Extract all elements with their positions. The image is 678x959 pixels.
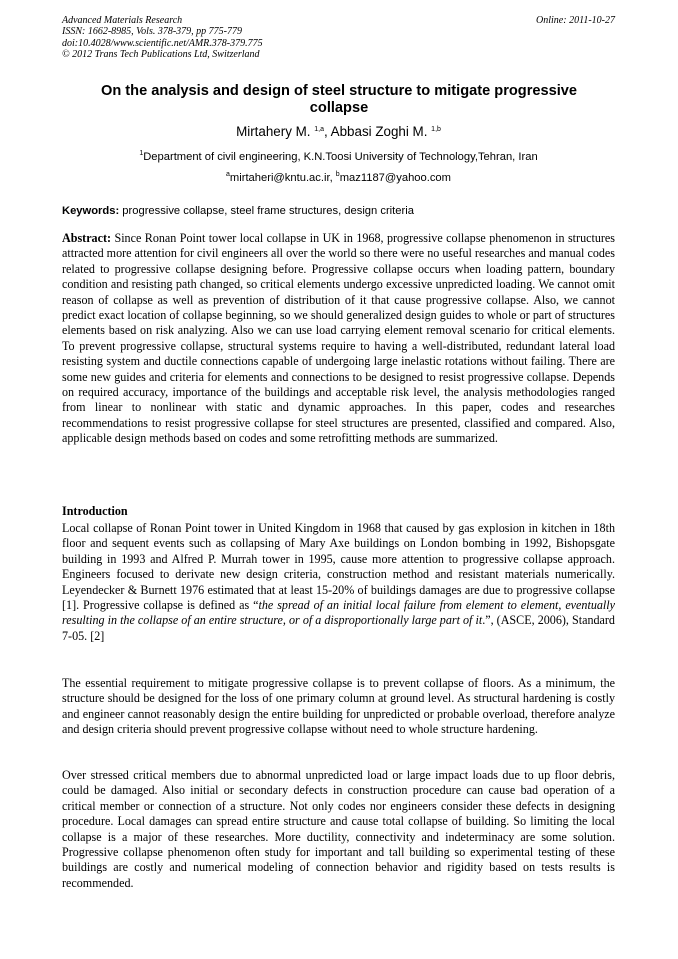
email-b-mark: b	[335, 171, 340, 178]
affiliation-mark: 1	[139, 150, 144, 157]
doi-line: doi:10.4028/www.scientific.net/AMR.378-379.775	[62, 37, 263, 49]
paper-title: On the analysis and design of steel structure to mitigate progressive collapse	[100, 83, 578, 116]
introduction-heading: Introduction	[62, 504, 128, 518]
author-line	[62, 124, 615, 140]
abstract-label: Abstract:	[62, 231, 112, 245]
keywords-label: Keywords:	[62, 205, 120, 217]
email-b[interactable]: maz1187@yahoo.com	[339, 172, 451, 184]
author-emails	[62, 171, 615, 185]
journal-header	[62, 15, 615, 61]
affiliation-text: Department of civil engineering, K.N.Toosi University of Technology,Tehran, Iran	[143, 151, 538, 163]
keywords-text: progressive collapse, steel frame structures, design criteria	[119, 205, 414, 217]
email-a[interactable]: mirtaheri@kntu.ac.ir	[229, 172, 330, 184]
author-2: Abbasi Zoghi M.	[330, 124, 428, 139]
intro-p1-end: .”, (ASCE, 2006), Standard 7-05. [2]	[62, 613, 615, 643]
author-separator: ,	[323, 124, 331, 139]
introduction-paragraph-2: The essential requirement to mitigate progressive collapse is to prevent collapse of floors. As a minimum, the structure should be designed for the loss of one primary column at ground level. As structural hardening is costly and engineer cannot reasonably design the entire building for unpredicted or probable overload, therefore analyze and design criteria should prevent progressive collapse without need to whole structure hardening.	[62, 676, 615, 737]
affiliation	[62, 150, 615, 164]
author-1: Mirtahery M.	[236, 124, 311, 139]
keywords-line	[62, 204, 615, 218]
online-date: Online: 2011-10-27	[536, 15, 615, 26]
email-a-mark: a	[226, 171, 230, 178]
author-2-affiliation-mark: 1,b	[431, 126, 441, 133]
issn-line: ISSN: 1662-8985, Vols. 378-379, pp 775-779	[62, 26, 242, 38]
author-1-affiliation-mark: 1,a	[314, 126, 324, 133]
email-separator: ,	[329, 172, 336, 184]
abstract-paragraph	[62, 231, 615, 447]
intro-p1-start: Local collapse of Ronan Point tower in United Kingdom in 1968 that caused by gas explosion in kitchen in 18th floor and sequent events such as collapsing of Mary Axe buildings on London bombing in 1992, Bishopsgate building in 1993 and Alfred P. Murrah tower in 1995, cause more attention to progressive collapse approach. Engineers focused to derivate new design criteria, construction method and resistant materials numerically. Leyendecker & Burnett 1976 estimated that at least 15-20% of buildings damages are due to progressive collapse [1]. Progressive collapse is defined as “	[62, 521, 615, 613]
abstract-text: Since Ronan Point tower local collapse in UK in 1968, progressive collapse phenomenon in structures attracted more attention for civil engineers all over the world so there were no useful researches and manual codes related to progressive collapse designing before. Progressive collapse occurs when loading pattern, boundary condition and resisting path changed, so critical elements undergo excessive unpredicted loading. We cannot omit reason of collapse as well as prevention of distribution of it that cause progressive collapse. Also, we cannot predict exact location of collapse beginning, so we should generalized design guides to whole or part of structures elements based on risk analyzing. Also we can use load carrying element removal scenario for critical elements. To prevent progressive collapse, structural systems require to having a well-distributed, redundant lateral load resisting system and ductile connections capable of undergoing large inelastic rotations without failing. There are some new guides and criteria for elements and connections to be designed to resist progressive collapse. Depends on required accuracy, importance of the buildings and acceptable risk level, the analysis methodologies ranged from linear to nonlinear with static and dynamic approaches. In this paper, codes and researches recommendations to resist progressive collapse for steel structures are presented, classified and compared. Also, applicable design methods based on codes and some retrofitting methods are summarized.	[62, 231, 615, 446]
introduction-paragraph-1	[62, 521, 615, 644]
introduction-paragraph-3: Over stressed critical members due to abnormal unpredicted load or large impact loads due to up floor debris, could be damaged. Also initial or secondary defects in construction procedure can cause bad operation of a critical member or connection of a structure. Not only codes nor engineers consider these defects in designing procedure. Local damages can spread entire structure and cause total collapse of building. So limiting the local collapse is a major of these researches. More ductility, connectivity and indeterminacy are some solution. Progressive collapse phenomenon often study for important and tall building so experimental testing of these buildings are costly and numerical modeling of connection behavior and rigidity based on tests results is recommended.	[62, 768, 615, 890]
intro-p1-quote: the spread of an initial local failure from element to element, eventually resulting in the collapse of an entire structure, or of a disproportionally large part of it	[62, 598, 616, 628]
copyright-line: © 2012 Trans Tech Publications Ltd, Switzerland	[62, 49, 260, 61]
journal-name: Advanced Materials Research	[62, 15, 183, 26]
